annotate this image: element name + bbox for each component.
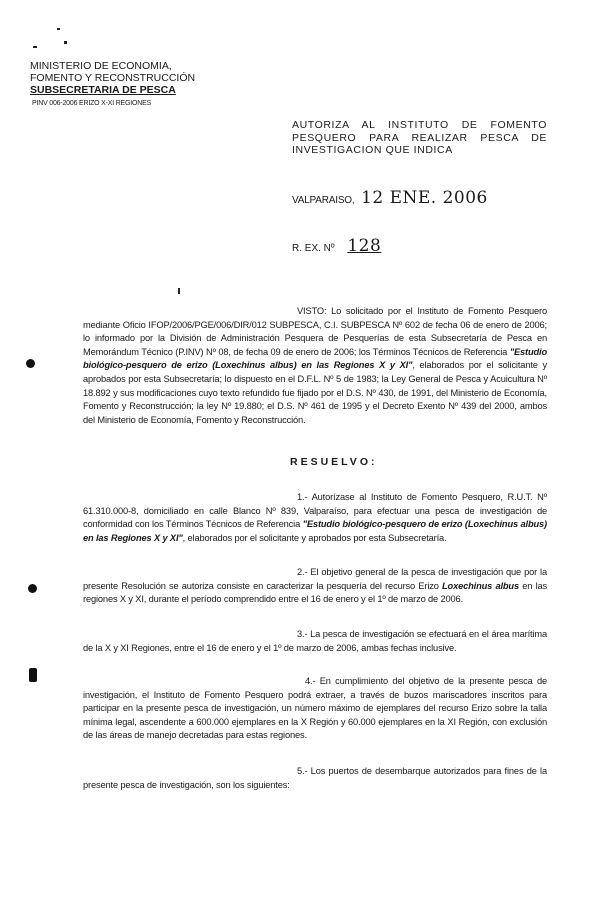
study-title: "Estudio biológico-pesquero de erizo (Loxechinus albus) en las Regiones X y XI" — [83, 346, 547, 371]
article-text: 2.- El objetivo general de la pesca de investigación que por la presente Resolución se autoriza consiste en caracterizar la pesquería del recurso Erizo — [83, 567, 547, 591]
resolution-number — [292, 236, 381, 256]
resolution-value: 128 — [347, 236, 382, 256]
study-title: "Estudio biológico-pesquero de erizo (Loxechinus albus) en las Regiones X y XI" — [83, 519, 547, 543]
resuelvo-heading: RESUELVO: — [290, 456, 378, 468]
article-4 — [83, 675, 547, 743]
article-5 — [83, 765, 547, 792]
subsecretaria-line: SUBSECRETARIA DE PESCA — [30, 84, 176, 96]
article-text: en las regiones X y XI, durante el período comprendido entre el 16 de enero y el 1º de marzo de 2006. — [83, 580, 548, 605]
article-text: 1.- Autorízase al Instituto de Fomento Pesquero, R.U.T. Nº 61.310.000-8, domiciliado en calle Blanco Nº 839, Valparaíso, para efectuar una pesca de investigación de conformidad con los Términos Técnicos de Referencia — [83, 492, 547, 530]
binder-hole — [26, 359, 35, 368]
article-text: , elaborados por el solicitante y aprobados por esta Subsecretaría. — [182, 532, 447, 543]
visto-paragraph — [83, 305, 547, 427]
binder-hole — [28, 584, 37, 593]
margin-mark — [29, 668, 37, 682]
visto-lead: VISTO: — [297, 306, 327, 316]
article-2 — [83, 566, 547, 607]
article-1 — [83, 491, 547, 545]
article-text: 5.- Los puertos de desembarque autorizados para fines de la presente pesca de investigación, son los siguientes: — [83, 766, 547, 790]
article-3 — [83, 628, 547, 655]
document-reference: PINV 006-2006 ERIZO X-XI REGIONES — [32, 100, 152, 107]
city: VALPARAISO, — [292, 195, 355, 206]
species-name: Loxechinus albus — [442, 580, 519, 591]
scan-speck — [64, 41, 67, 44]
scan-speck — [33, 46, 37, 48]
handwritten-date: 12 ENE. 2006 — [361, 188, 488, 208]
scan-speck — [178, 288, 180, 294]
ministry-header — [30, 60, 195, 96]
ministry-line: MINISTERIO DE ECONOMIA, — [30, 60, 172, 72]
place-date — [292, 188, 488, 208]
resolution-label: R. EX. Nº — [292, 243, 335, 254]
ministry-line: FOMENTO Y RECONSTRUCCIÓN — [30, 72, 196, 84]
visto-text: Lo solicitado por el Instituto de Fomento Pesquero mediante Oficio IFOP/2006/PGE/006/DIR/012 SUBPESCA, C.I. SUBPESCA Nº 602 de fecha 06 de enero de 2006; lo informado por la División de Administración Pesquera de Pesquerías de esta Subsecretaría de Pesca en Memorándum Técnico (P.INV) Nº 08, de fecha 09 de enero de 2006; los Términos Técnicos de Referencia — [83, 306, 547, 357]
scan-speck — [57, 28, 60, 30]
article-text: 4.- En cumplimiento del objetivo de la presente pesca de investigación, el Instituto de Fomento Pesquero podrá extraer, a través de buzos mariscadores inscritos para participar en la presente pesca de investigación, un número máximo de ejemplares del recurso Erizo sobre la talla mínima legal, ascendente a 600.000 ejemplares en la X Región y 60.000 ejemplares en la XI Región, con exclusión de las áreas de manejo decretadas para estas regiones. — [83, 676, 547, 741]
visto-text: , elaborados por el solicitante y aprobados por esta Subsecretaría; lo dispuesto en el D.F.L. Nº 5 de 1983; la Ley General de Pesca y Acuicultura Nº 18.892 y sus modificaciones cuyo texto refundido fue fijado por el D.S. Nº 430, de 1991, del Ministerio de Economía, Fomento y Reconstrucción; la ley Nº 19.880; el D.S. Nº 461 de 1995 y el Decreto Exento Nº 439 del 2000, ambos del Ministerio de Economía, Fomento y Reconstrucción. — [83, 360, 548, 425]
document-subject: AUTORIZA AL INSTITUTO DE FOMENTO PESQUERO PARA REALIZAR PESCA DE INVESTIGACION QUE INDICA — [292, 119, 547, 156]
article-text: 3.- La pesca de investigación se efectuará en el área marítima de la X y XI Regiones, entre el 16 de enero y el 1º de marzo de 2006, ambas fechas inclusive. — [83, 629, 547, 653]
